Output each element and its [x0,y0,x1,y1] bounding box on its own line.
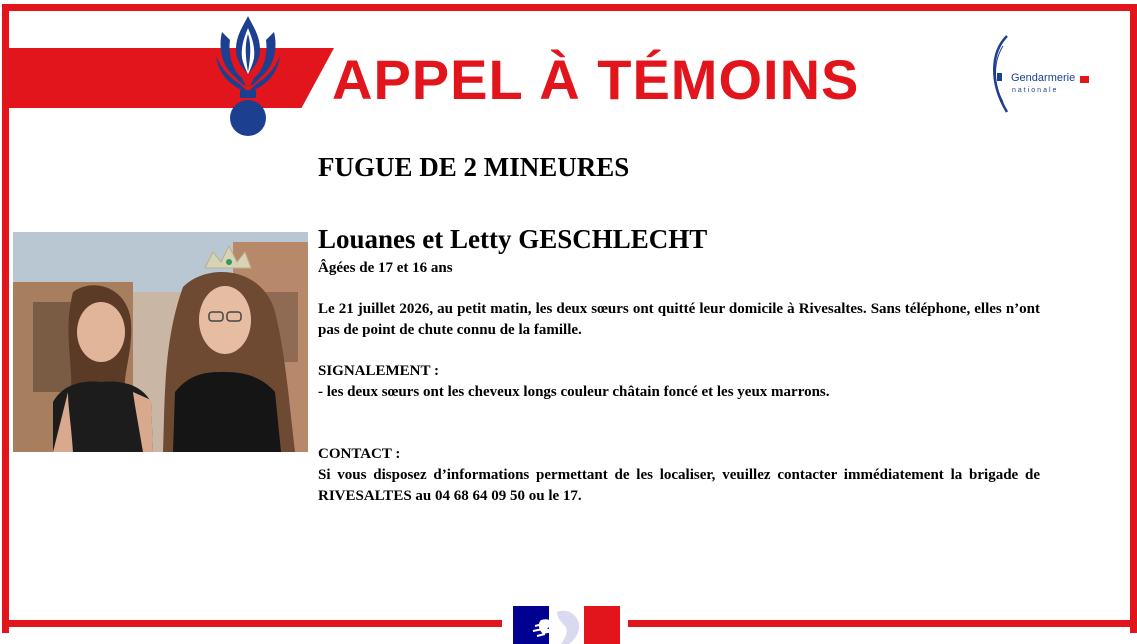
header-banner [9,48,334,108]
notice-description: Le 21 juillet 2026, au petit matin, les deux sœurs ont quitté leur domicile à Rivesaltes. Sans téléphone, elles n’ont pas de point de chute connu de la famille. [318,301,1040,338]
contact-label: CONTACT : [318,446,401,462]
notice-subtitle: FUGUE DE 2 MINEURES [318,152,630,182]
page-title: APPEL À TÉMOINS [332,48,860,111]
frame-bottom-right [628,620,1130,627]
missing-persons-photo [13,232,308,452]
contact-text: Si vous disposez d’informations permettant de les localiser, veuillez contacter immédiatement la brigade de RIVESALTES au 04 68 64 09 50 ou le 17. [318,467,1040,504]
missing-persons-ages: Âgées de 17 et 16 ans [318,260,453,276]
logo-text-main: Gendarmerie [1011,72,1076,84]
frame-bottom-left [2,620,502,627]
signalement-label: SIGNALEMENT : [318,363,439,379]
marianne-republique-logo [513,606,620,644]
gendarmerie-grenade-icon [212,14,284,138]
logo-text-sub: nationale [1012,87,1059,94]
signalement-text: - les deux sœurs ont les cheveux longs couleur châtain foncé et les yeux marrons. [318,384,830,400]
missing-persons-name: Louanes et Letty GESCHLECHT [318,224,708,254]
